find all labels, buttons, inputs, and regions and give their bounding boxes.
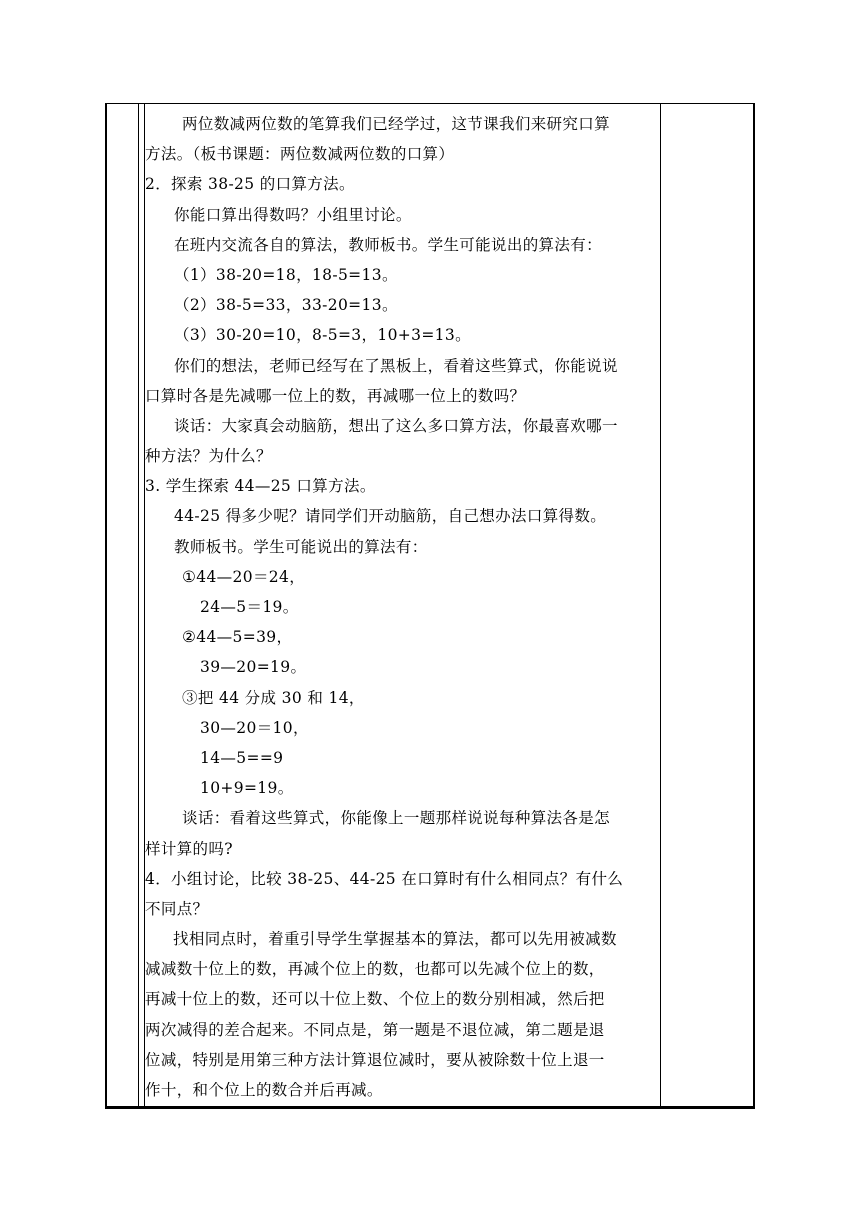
text-line: 10+9=19。 bbox=[200, 779, 294, 798]
text-line: （1）38-20=18，18-5=13。 bbox=[174, 265, 398, 284]
text-line: 减减数十位上的数，再减个位上的数，也都可以先减个位上的数， bbox=[145, 960, 605, 979]
text-line: ②44—5=39， bbox=[182, 628, 293, 647]
text-line: （2）38-5=33，33-20=13。 bbox=[174, 296, 398, 315]
text-line: 24—5＝19。 bbox=[200, 598, 299, 616]
text-line: 位减，特别是用第三种方法计算退位减时，要从被除数十位上退一 bbox=[145, 1050, 605, 1069]
text-line: ①44—20＝24， bbox=[182, 567, 306, 586]
text-line: 3. 学生探索 44—25 口算方法。 bbox=[145, 477, 376, 496]
text-line: 谈话：大家真会动脑筋，想出了这么多口算方法，你最喜欢哪一 bbox=[174, 416, 618, 435]
text-line: 39—20=19。 bbox=[200, 658, 307, 677]
text-line: 你能口算出得数吗？小组里讨论。 bbox=[174, 205, 412, 224]
text-line: 44-25 得多少呢？请同学们开动脑筋，自己想办法口算得数。 bbox=[174, 507, 607, 526]
lesson-content bbox=[145, 109, 657, 1105]
text-line: 你们的想法，老师已经写在了黑板上，看着这些算式，你能说说 bbox=[174, 356, 618, 375]
text-line: 2．探索 38-25 的口算方法。 bbox=[145, 175, 355, 194]
text-line: 作十，和个位上的数合并后再减。 bbox=[145, 1081, 383, 1099]
column-divider-3 bbox=[660, 104, 661, 1106]
text-line: 两次减得的差合起来。不同点是，第一题是不退位减，第二题是退 bbox=[145, 1020, 605, 1039]
text-line: 两位数减两位数的笔算我们已经学过，这节课我们来研究口算 bbox=[182, 115, 610, 133]
text-line: 30—20＝10， bbox=[200, 718, 309, 737]
text-line: 样计算的吗? bbox=[145, 839, 233, 858]
text-line: 教师板书。学生可能说出的算法有： bbox=[174, 537, 428, 556]
text-line: 14—5==9 bbox=[200, 748, 284, 767]
text-line: 找相同点时，着重引导学生掌握基本的算法，都可以先用被减数 bbox=[173, 930, 617, 949]
text-line: 谈话：看着这些算式，你能像上一题那样说说每种算法各是怎 bbox=[182, 809, 610, 828]
text-line: 方法。（板书课题：两位数减两位数的口算） bbox=[145, 145, 455, 164]
text-line: 口算时各是先减哪一位上的数，再减哪一位上的数吗？ bbox=[145, 386, 526, 405]
text-line: 种方法？为什么？ bbox=[145, 447, 272, 466]
text-line: 4．小组讨论，比较 38-25、44-25 在口算时有什么相同点？有什么 bbox=[145, 869, 624, 888]
text-line: 再减十位上的数，还可以十位上数、个位上的数分别相减，然后把 bbox=[145, 990, 605, 1009]
text-line: 在班内交流各自的算法，教师板书。学生可能说出的算法有： bbox=[174, 235, 602, 254]
text-line: 不同点？ bbox=[145, 899, 209, 918]
text-line: （3）30-20=10，8-5=3，10+3=13。 bbox=[174, 326, 471, 345]
text-line: ③把 44 分成 30 和 14， bbox=[182, 688, 365, 707]
column-divider-1 bbox=[138, 104, 139, 1106]
